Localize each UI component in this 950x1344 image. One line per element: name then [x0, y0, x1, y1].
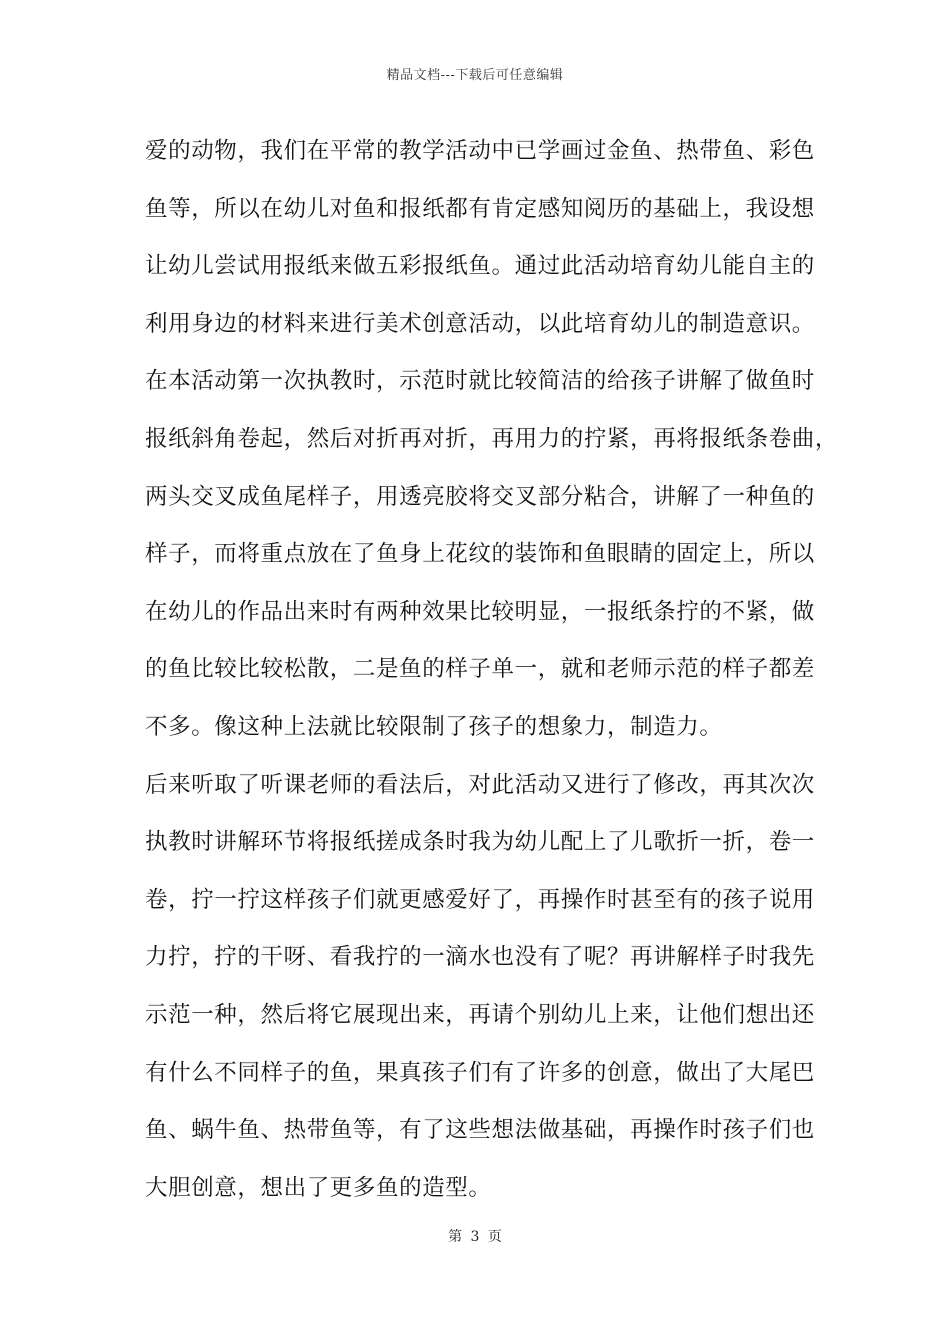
body-line: 爱的动物，我们在平常的教学活动中已学画过金鱼、热带鱼、彩色	[145, 138, 815, 164]
body-line: 有什么不同样子的鱼，果真孩子们有了许多的创意，做出了大尾巴	[145, 1059, 815, 1086]
page-number: 3	[470, 1229, 480, 1245]
page-number-prefix: 第	[448, 1229, 463, 1245]
body-line: 样子，而将重点放在了鱼身上花纹的装饰和鱼眼睛的固定上，所以	[145, 541, 815, 568]
body-line: 不多。像这种上法就比较限制了孩子的想象力，制造力。	[145, 713, 723, 740]
body-line: 执教时讲解环节将报纸搓成条时我为幼儿配上了儿歌折一折，卷一	[145, 829, 815, 856]
body-line: 示范一种，然后将它展现出来，再请个别幼儿上来，让他们想出还	[145, 1001, 815, 1028]
body-line: 后来听取了听课老师的看法后，对此活动又进行了修改，再其次次	[145, 771, 815, 798]
body-line: 在幼儿的作品出来时有两种效果比较明显，一报纸条拧的不紧，做	[145, 598, 815, 625]
body-line: 鱼等，所以在幼儿对鱼和报纸都有肯定感知阅历的基础上，我设想	[145, 195, 815, 222]
body-line: 鱼、蜗牛鱼、热带鱼等，有了这些想法做基础，再操作时孩子们也	[145, 1117, 815, 1144]
page-header: 精品文档---下载后可任意编辑	[386, 68, 564, 83]
body-line: 卷，拧一拧这样孩子们就更感爱好了，再操作时甚至有的孩子说用	[145, 886, 815, 913]
body-line: 两头交叉成鱼尾样子，用透亮胶将交叉部分粘合，讲解了一种鱼的	[145, 483, 815, 510]
body-line: 大胆创意，想出了更多鱼的造型。	[145, 1174, 492, 1201]
body-line: 利用身边的材料来进行美术创意活动，以此培育幼儿的制造意识。	[145, 310, 815, 337]
body-line: 报纸斜角卷起，然后对折再对折，再用力的拧紧，再将报纸条卷曲，	[145, 425, 839, 452]
page-number-suffix: 页	[487, 1229, 502, 1245]
body-line: 的鱼比较比较松散，二是鱼的样子单一，就和老师示范的样子都差	[145, 656, 815, 683]
page-footer	[0, 1226, 950, 1246]
body-line: 在本活动第一次执教时，示范时就比较简洁的给孩子讲解了做鱼时	[145, 368, 815, 395]
body-line: 力拧，拧的干呀、看我拧的一滴水也没有了呢？再讲解样子时我先	[145, 944, 815, 971]
body-text	[145, 128, 839, 1222]
body-line: 让幼儿尝试用报纸来做五彩报纸鱼。通过此活动培育幼儿能自主的	[145, 253, 815, 280]
